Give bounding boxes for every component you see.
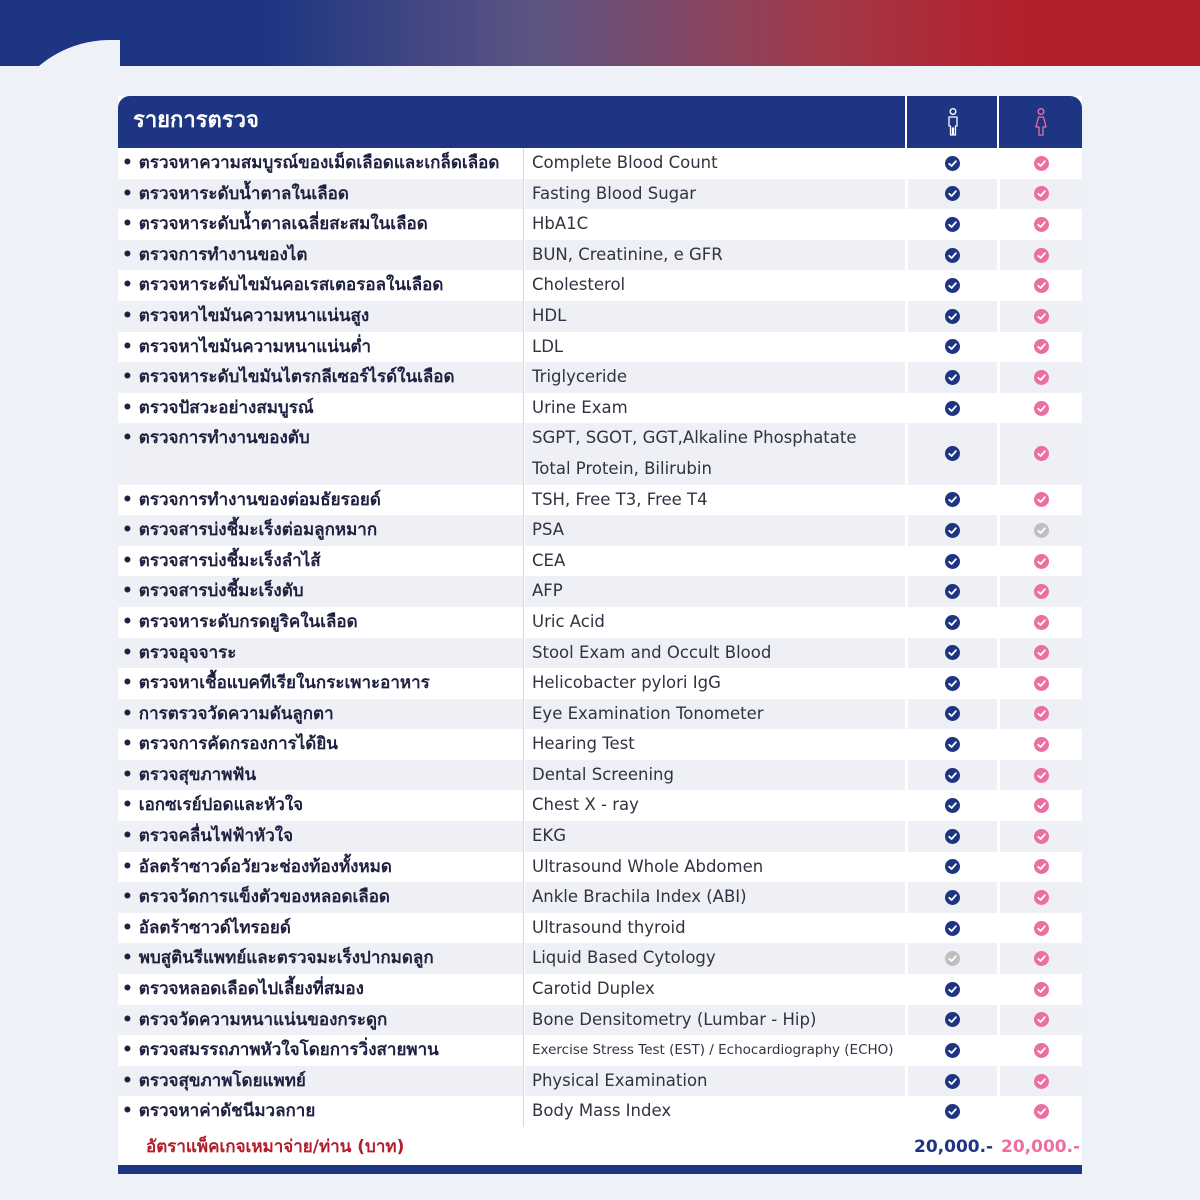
- exam-name-thai: • ตรวจสารบ่งชี้มะเร็งลำไส้: [122, 550, 321, 571]
- cell-separator: [523, 209, 524, 240]
- check-circle-icon: [1034, 1104, 1049, 1119]
- table-row: [118, 332, 1082, 363]
- exam-name-thai: • ตรวจหลอดเลือดไปเลี้ยงที่สมอง: [122, 979, 364, 1000]
- exam-name-thai: • ตรวจสารบ่งชี้มะเร็งต่อมลูกหมาก: [122, 520, 378, 541]
- cell-separator: [523, 485, 524, 516]
- check-circle-icon: [1034, 645, 1049, 660]
- check-circle-icon: [1034, 339, 1049, 354]
- check-circle-icon: [945, 982, 960, 997]
- table-row: [118, 1005, 1082, 1036]
- women-column-header: [1000, 96, 1082, 148]
- exam-name-thai: • อัลตร้าซาวด์อวัยวะช่องท้องทั้งหมด: [122, 856, 392, 877]
- table-row: [118, 790, 1082, 821]
- exam-name-thai: • พบสูตินรีแพทย์และตรวจมะเร็งปากมดลูก: [122, 948, 434, 969]
- exam-name-english: LDL: [532, 336, 564, 356]
- cell-separator: [523, 668, 524, 699]
- exam-name-thai: • ตรวจอุจจาระ: [122, 642, 237, 663]
- cell-separator: [523, 1005, 524, 1036]
- check-circle-icon: [1034, 1012, 1049, 1027]
- check-circle-icon: [945, 829, 960, 844]
- check-circle-icon: [945, 921, 960, 936]
- exam-name-thai: • ตรวจหาระดับกรดยูริคในเลือด: [122, 611, 358, 632]
- check-circle-icon: [945, 248, 960, 263]
- check-circle-icon: [1034, 890, 1049, 905]
- check-circle-icon: [945, 370, 960, 385]
- check-circle-icon: [945, 523, 960, 538]
- check-circle-icon: [1034, 401, 1049, 416]
- cell-separator: [523, 729, 524, 760]
- check-circle-icon: [1034, 615, 1049, 630]
- table-row: [118, 852, 1082, 883]
- table-row: [118, 301, 1082, 332]
- table-row: [118, 1066, 1082, 1097]
- exam-name-thai: • ตรวจคลื่นไฟฟ้าหัวใจ: [122, 826, 294, 847]
- check-circle-icon: [945, 706, 960, 721]
- cell-separator: [523, 638, 524, 669]
- exam-name-thai: • ตรวจหาระดับน้ำตาลในเลือด: [122, 183, 349, 204]
- exam-name-english: TSH, Free T3, Free T4: [532, 489, 708, 509]
- exam-name-thai: • เอกซเรย์ปอดและหัวใจ: [122, 795, 304, 816]
- check-circle-icon: [1034, 982, 1049, 997]
- table-row: [118, 729, 1082, 760]
- exam-name-english: EKG: [532, 826, 567, 846]
- check-circle-icon: [1034, 768, 1049, 783]
- check-circle-icon: [1034, 584, 1049, 599]
- check-circle-icon: [1034, 186, 1049, 201]
- exam-name-english: Body Mass Index: [532, 1101, 672, 1121]
- cell-separator: [523, 913, 524, 944]
- table-row: [118, 821, 1082, 852]
- cell-separator: [523, 852, 524, 883]
- cell-separator: [523, 943, 524, 974]
- exam-name-thai: • ตรวจปัสวะอย่างสมบูรณ์: [122, 397, 314, 418]
- exam-name-thai: • อัลตร้าซาวด์ไทรอยด์: [122, 917, 291, 938]
- table-row: [118, 546, 1082, 577]
- check-circle-icon: [945, 156, 960, 171]
- check-circle-icon: [945, 401, 960, 416]
- exam-name-thai: • ตรวจหาความสมบูรณ์ของเม็ดเลือดและเกล็ดเลือด: [122, 153, 500, 173]
- cell-background: [525, 301, 905, 332]
- exam-name-english: Fasting Blood Sugar: [532, 183, 697, 203]
- table-row: [118, 1035, 1082, 1066]
- check-circle-icon: [945, 890, 960, 905]
- table-row: [118, 638, 1082, 669]
- package-price-label: อัตราแพ็คเกจเหมาจ่าย/ท่าน (บาท): [146, 1137, 405, 1157]
- top-gradient-band: [0, 0, 1200, 66]
- check-circle-icon: [945, 446, 960, 461]
- exam-name-english: Eye Examination Tonometer: [532, 703, 764, 723]
- check-circle-icon: [1034, 370, 1049, 385]
- exam-name-thai: • ตรวจหาระดับน้ำตาลเฉลี่ยสะสมในเลือด: [122, 214, 428, 235]
- exam-name-thai: • ตรวจวัดความหนาแน่นของกระดูก: [122, 1009, 388, 1030]
- exam-name-english: Uric Acid: [532, 611, 605, 631]
- check-circle-icon: [945, 554, 960, 569]
- check-circle-icon: [1034, 217, 1049, 232]
- table-row: [118, 943, 1082, 974]
- exam-name-english: Complete Blood Count: [532, 153, 718, 172]
- exam-name-thai: • ตรวจหาไขมันความหนาแน่นสูง: [122, 305, 370, 326]
- exam-name-english: Liquid Based Cytology: [532, 948, 716, 968]
- exam-name-english: Exercise Stress Test (EST) / Echocardiography (ECHO): [532, 1042, 894, 1059]
- check-circle-icon: [945, 798, 960, 813]
- men-column-header: [908, 96, 997, 148]
- cell-separator: [523, 270, 524, 301]
- exam-name-english: Stool Exam and Occult Blood: [532, 642, 772, 662]
- check-circle-icon: [945, 278, 960, 293]
- check-circle-disabled-icon: [1034, 523, 1049, 538]
- exam-name-english: Ultrasound Whole Abdomen: [532, 856, 764, 876]
- cell-background: [525, 515, 905, 546]
- cell-separator: [523, 821, 524, 852]
- checkup-table: [118, 96, 1082, 1174]
- table-row: [118, 576, 1082, 607]
- exam-name-thai: • ตรวจสุขภาพฟัน: [122, 764, 257, 785]
- table-row: [118, 760, 1082, 791]
- exam-name-english: Physical Examination: [532, 1070, 708, 1090]
- check-circle-icon: [1034, 706, 1049, 721]
- cell-separator: [523, 515, 524, 546]
- exam-name-english: HDL: [532, 305, 567, 325]
- exam-name-thai: • ตรวจวัดการแข็งตัวของหลอดเลือด: [122, 887, 390, 908]
- check-circle-icon: [1034, 446, 1049, 461]
- check-circle-icon: [1034, 951, 1049, 966]
- cell-separator: [523, 423, 524, 484]
- cell-separator: [523, 576, 524, 607]
- cell-separator: [523, 607, 524, 638]
- exam-name-english: Helicobacter pylori IgG: [532, 673, 721, 693]
- cell-separator: [523, 332, 524, 363]
- exam-name-english: AFP: [532, 581, 563, 601]
- check-circle-icon: [1034, 492, 1049, 507]
- exam-name-thai: • ตรวจสารบ่งชี้มะเร็งตับ: [122, 581, 304, 602]
- exam-name-english: Cholesterol: [532, 275, 626, 295]
- exam-name-thai: • ตรวจการทำงานของต่อมธัยรอยด์: [122, 489, 381, 510]
- check-circle-icon: [945, 859, 960, 874]
- cell-separator: [523, 1066, 524, 1097]
- female-person-icon: [1034, 108, 1048, 136]
- check-circle-icon: [945, 676, 960, 691]
- check-circle-icon: [1034, 309, 1049, 324]
- check-circle-icon: [945, 645, 960, 660]
- table-row: [118, 913, 1082, 944]
- price-women: 20,000.-: [1001, 1137, 1081, 1157]
- exam-name-english: Hearing Test: [532, 734, 635, 754]
- exam-name-english: SGPT, SGOT, GGT,Alkaline Phosphatate: [532, 428, 857, 448]
- check-circle-icon: [1034, 1043, 1049, 1058]
- cell-separator: [523, 301, 524, 332]
- table-row: [118, 485, 1082, 516]
- table-row: [118, 882, 1082, 913]
- table-header: [118, 96, 1082, 148]
- price-men: 20,000.-: [914, 1137, 994, 1157]
- cell-separator: [523, 240, 524, 271]
- exam-name-english: Urine Exam: [532, 397, 628, 417]
- check-circle-icon: [945, 217, 960, 232]
- check-circle-icon: [1034, 829, 1049, 844]
- exam-name-thai: • ตรวจสมรรถภาพหัวใจโดยการวิ่งสายพาน: [122, 1040, 439, 1061]
- check-circle-icon: [1034, 859, 1049, 874]
- table-row: [118, 515, 1082, 546]
- check-circle-icon: [1034, 554, 1049, 569]
- check-circle-icon: [1034, 798, 1049, 813]
- cell-separator: [523, 148, 524, 179]
- exam-name-thai: • ตรวจหาเชื้อแบคทีเรียในกระเพาะอาหาร: [122, 673, 430, 694]
- table-row: [118, 607, 1082, 638]
- exam-name-english: HbA1C: [532, 214, 589, 234]
- check-circle-icon: [1034, 921, 1049, 936]
- exam-name-english: Dental Screening: [532, 764, 674, 784]
- check-circle-icon: [1034, 676, 1049, 691]
- exam-name-english: Ankle Brachila Index (ABI): [532, 887, 747, 907]
- table-row: [118, 148, 1082, 179]
- exam-name-english: Bone Densitometry (Lumbar - Hip): [532, 1009, 817, 1029]
- exam-name-english: BUN, Creatinine, e GFR: [532, 244, 723, 264]
- cell-background: [525, 821, 905, 852]
- table-row: [118, 423, 1082, 484]
- exam-name-english: CEA: [532, 550, 566, 570]
- cell-separator: [523, 974, 524, 1005]
- check-circle-icon: [945, 584, 960, 599]
- table-row: [118, 179, 1082, 210]
- cell-separator: [523, 882, 524, 913]
- check-circle-icon: [945, 1012, 960, 1027]
- cell-separator: [523, 1035, 524, 1066]
- table-row: [118, 362, 1082, 393]
- check-circle-icon: [945, 768, 960, 783]
- check-circle-icon: [945, 492, 960, 507]
- exam-name-english: Ultrasound thyroid: [532, 917, 686, 937]
- cell-separator: [523, 699, 524, 730]
- check-circle-icon: [1034, 248, 1049, 263]
- cell-background: [525, 332, 905, 363]
- table-row: [118, 699, 1082, 730]
- exam-name-english: Total Protein, Bilirubin: [532, 458, 712, 478]
- exam-name-english: PSA: [532, 520, 565, 540]
- cell-background: [525, 576, 905, 607]
- exam-name-thai: • ตรวจหาระดับไขมันคอเรสเตอรอลในเลือด: [122, 275, 444, 296]
- table-row: [118, 270, 1082, 301]
- table-row: [118, 974, 1082, 1005]
- table-row: [118, 1096, 1082, 1127]
- table-bottom-bar: [118, 1165, 1082, 1174]
- exam-name-english: Carotid Duplex: [532, 979, 655, 999]
- cell-background: [525, 546, 905, 577]
- table-row: [118, 209, 1082, 240]
- check-circle-icon: [945, 309, 960, 324]
- male-person-icon: [946, 108, 960, 136]
- exam-name-thai: • ตรวจการทำงานของไต: [122, 244, 308, 265]
- check-circle-icon: [1034, 737, 1049, 752]
- exam-name-english: Triglyceride: [532, 367, 628, 387]
- check-circle-disabled-icon: [945, 951, 960, 966]
- check-circle-icon: [1034, 278, 1049, 293]
- cell-separator: [523, 393, 524, 424]
- cell-separator: [523, 362, 524, 393]
- check-circle-icon: [945, 339, 960, 354]
- check-circle-icon: [945, 1074, 960, 1089]
- table-row: [118, 393, 1082, 424]
- table-row: [118, 668, 1082, 699]
- exam-name-thai: • ตรวจสุขภาพโดยแพทย์: [122, 1070, 306, 1091]
- cell-separator: [523, 546, 524, 577]
- check-circle-icon: [945, 615, 960, 630]
- check-circle-icon: [945, 186, 960, 201]
- table-header-title: รายการตรวจ: [133, 108, 259, 133]
- exam-name-thai: • ตรวจการทำงานของตับ: [122, 428, 310, 449]
- exam-name-thai: • ตรวจการคัดกรองการได้ยิน: [122, 734, 338, 755]
- cell-separator: [523, 179, 524, 210]
- exam-name-english: Chest X - ray: [532, 795, 639, 815]
- cell-separator: [523, 760, 524, 791]
- table-body: [118, 148, 1082, 1127]
- exam-name-thai: • ตรวจหาค่าดัชนีมวลกาย: [122, 1101, 316, 1122]
- exam-name-thai: • ตรวจหาไขมันความหนาแน่นต่ำ: [122, 336, 372, 357]
- cell-separator: [523, 1096, 524, 1127]
- check-circle-icon: [1034, 1074, 1049, 1089]
- table-row: [118, 240, 1082, 271]
- check-circle-icon: [945, 1043, 960, 1058]
- exam-name-thai: • ตรวจหาระดับไขมันไตรกลีเซอร์ไรด์ในเลือด: [122, 367, 455, 388]
- check-circle-icon: [945, 1104, 960, 1119]
- cell-separator: [523, 790, 524, 821]
- check-circle-icon: [1034, 156, 1049, 171]
- exam-name-thai: • การตรวจวัดความดันลูกตา: [122, 703, 334, 724]
- check-circle-icon: [945, 737, 960, 752]
